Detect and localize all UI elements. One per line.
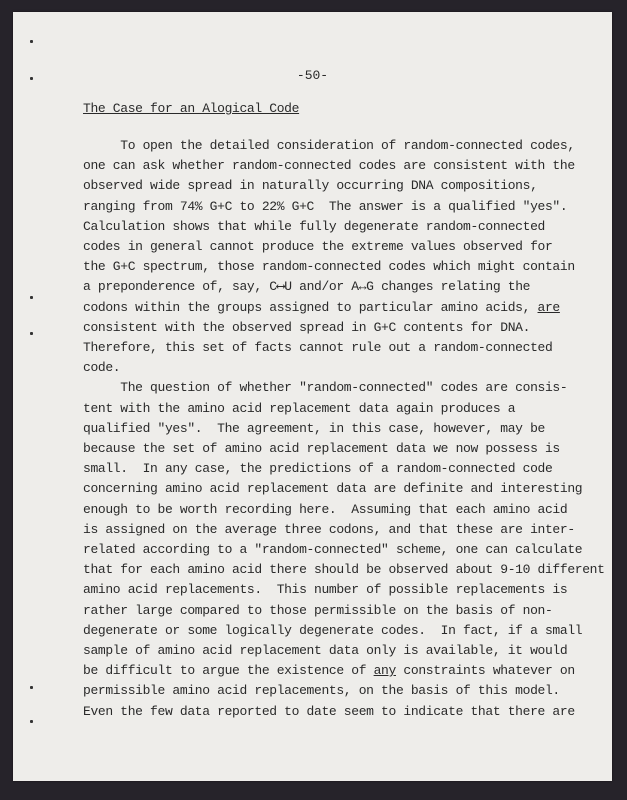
text-line: is assigned on the average three codons, and that these are inter- [83,521,575,537]
text-line: ranging from 74% G+C to 22% G+C The answer is a qualified "yes". [83,198,568,214]
text-line: Therefore, this set of facts cannot rule out a random-connected [83,340,553,356]
text-line: consistent with the observed spread in G+C contents for DNA. [83,319,531,335]
text-segment: constraints whatever on [395,663,575,679]
page-number: -50- [296,68,329,83]
text-line: sample of amino acid replacement data only is available, it would [83,643,568,659]
text-line: Calculation shows that while fully degenerate random-connected [83,218,545,234]
margin-mark [30,686,33,689]
text-line: qualified "yes". The agreement, in this case, however, may be [83,420,545,436]
text-line: Even the few data reported to date seem to indicate that there are [83,703,575,719]
text-line: observed wide spread in naturally occurring DNA compositions, [83,178,538,194]
text-line: the G+C spectrum, those random-connected codes which might contain [83,259,575,275]
margin-mark [30,332,33,335]
text-line: because the set of amino acid replacement data we now possess is [83,441,560,457]
text-line: one can ask whether random-connected codes are consistent with the [83,158,575,174]
text-line: code. [83,360,121,376]
text-line: amino acid replacements. This number of possible replacements is [83,582,568,598]
text-line [83,661,623,681]
underlined-word: are [537,299,560,315]
text-line: degenerate or some logically degenerate codes. In fact, if a small [83,622,583,638]
text-line: that for each amino acid there should be observed about 9-10 different [83,562,605,578]
text-line: enough to be worth recording here. Assuming that each amino acid [83,501,568,517]
text-segment: be difficult to argue the existence of [83,663,374,679]
text-line: small. In any case, the predictions of a random-connected code [83,461,553,477]
text-line: permissible amino acid replacements, on the basis of this model. [83,683,560,699]
text-line: The question of whether "random-connected" codes are consis- [83,380,568,396]
section-heading: The Case for an Alogical Code [83,101,300,116]
text-line: tent with the amino acid replacement data again produces a [83,400,516,416]
text-line: a preponderence of, say, C⟷U and/or A↔G changes relating the [83,279,531,295]
margin-mark [30,40,33,43]
text-line: To open the detailed consideration of random-connected codes, [83,138,575,153]
text-line [83,298,623,318]
text-line: related according to a "random-connected" scheme, one can calculate [83,542,583,558]
underlined-word: any [373,663,396,679]
document-page [13,12,612,781]
body-text [83,136,623,722]
text-line: concerning amino acid replacement data are definite and interesting [83,481,583,497]
text-segment: codons within the groups assigned to particular amino acids, [83,299,538,315]
paragraph-1 [83,136,623,378]
margin-mark [30,296,33,299]
text-line: codes in general cannot produce the extreme values observed for [83,239,553,255]
paragraph-2 [83,378,623,721]
margin-mark [30,720,33,723]
text-line: rather large compared to those permissible on the basis of non- [83,602,553,618]
